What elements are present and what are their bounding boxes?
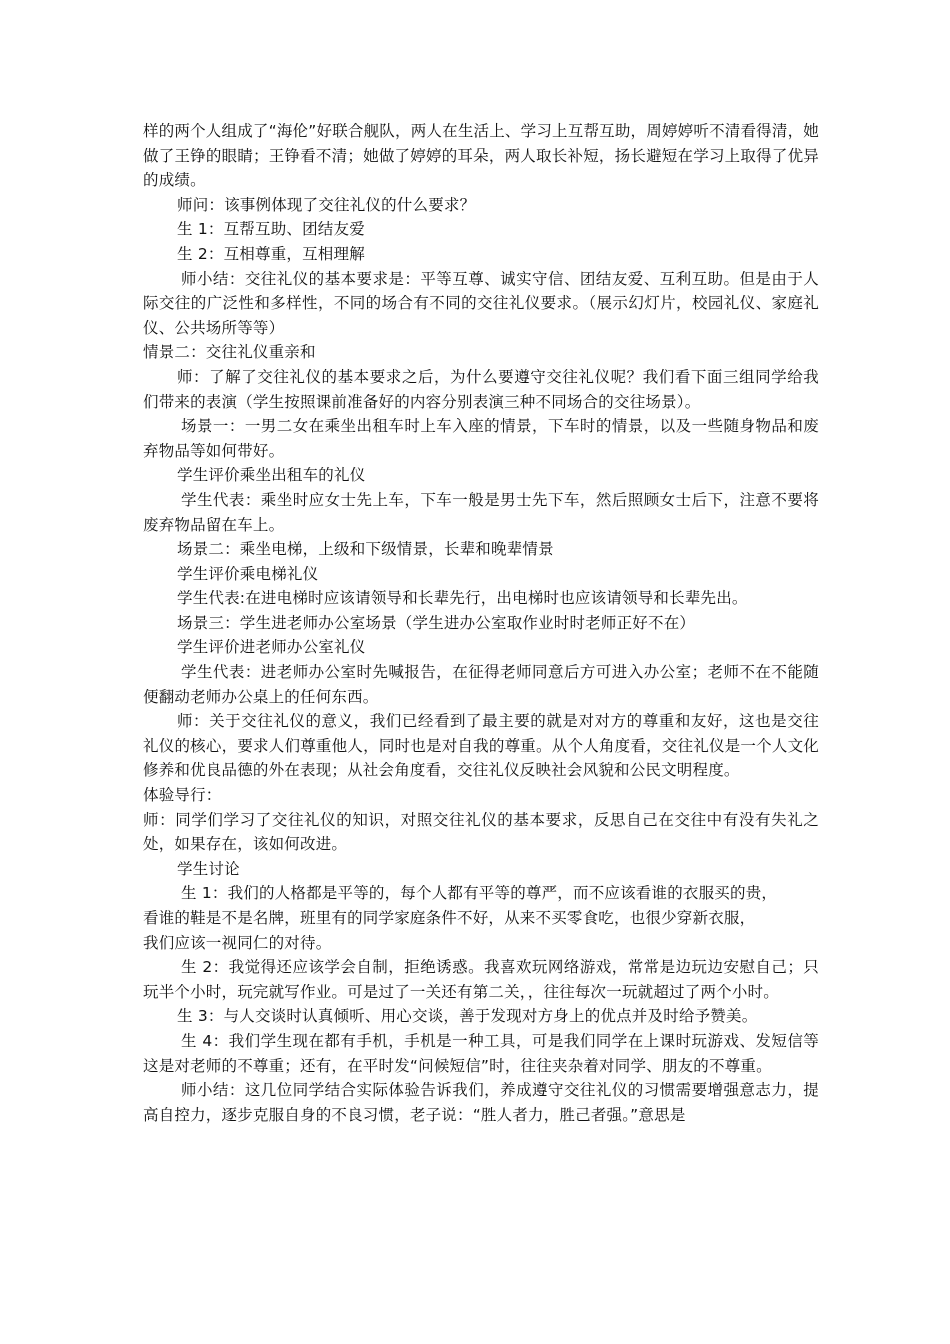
paragraph-taxi-representative: 学生代表：乘坐时应女士先上车，下车一般是男士先下车，然后照顾女士后下，注意不要将废弃物品留在车上。	[143, 490, 819, 534]
paragraph-teacher-summary-2: 师小结：这几位同学结合实际体验告诉我们，养成遵守交往礼仪的习惯需要增强意志力，提高自控力，逐步克服自身的不良习惯，老子说：“胜人者力，胜己者强。”意思是	[143, 1081, 819, 1124]
paragraph-haiLun-story: 样的两个人组成了“海伦”好联合舰队，两人在生活上、学习上互帮互助，周婷婷听不清看得清，她做了王铮的眼睛；王铮看不清；她做了婷婷的耳朵，两人取长补短，扬长避短在学习上取得了优异的成绩。	[143, 122, 819, 190]
paragraph-experience-heading: 体验导行：	[143, 786, 222, 805]
paragraph-teacher-summary-1: 师小结：交往礼仪的基本要求是：平等互尊、诚实守信、团结友爱、互利互助。但是由于人际交往的广泛性和多样性，不同的场合有不同的交往礼仪要求。（展示幻灯片，校园礼仪、家庭礼仪、公共场所等等）	[143, 269, 819, 337]
paragraph-student-2-answer: 生 2：互相尊重，互相理解	[177, 244, 365, 263]
paragraph-office-evaluation: 学生评价进老师办公室礼仪	[177, 638, 366, 657]
paragraph-elevator-representative: 学生代表:在进电梯时应该请领导和长辈先行，出电梯时也应该请领导和长辈先出。	[177, 589, 748, 608]
paragraph-teacher-reflection: 师：同学们学习了交往礼仪的知识，对照交往礼仪的基本要求，反思自己在交往中有没有失礼之处，如果存在，该如何改进。	[143, 810, 819, 854]
paragraph-student-2-self-control: 生 2：我觉得还应该学会自制，拒绝诱惑。我喜欢玩网络游戏，常常是边玩边安慰自己；只玩半个小时，玩完就写作业。可是过了一关还有第二关，，往往每次一玩就超过了两个小时。	[143, 958, 819, 1001]
paragraph-scene-three: 场景三：学生进老师办公室场景（学生进办公室取作业时时老师正好不在）	[177, 613, 696, 632]
paragraph-scenario-two-heading: 情景二：交往礼仪重亲和	[143, 343, 316, 362]
paragraph-teacher-question: 师问：该事例体现了交往礼仪的什么要求？	[177, 195, 476, 214]
paragraph-student-1-line-3: 我们应该一视同仁的对待。	[143, 933, 332, 952]
paragraph-student-4-phones: 生 4：我们学生现在都有手机，手机是一种工具，可是我们同学在上课时玩游戏、发短信等这是对老师的不尊重；还有，在平时发“问候短信”时，往往夹杂着对同学、朋友的不尊重。	[143, 1031, 819, 1075]
paragraph-student-1-line-2: 看谁的鞋是不是名牌，班里有的同学家庭条件不好，从来不买零食吃，也很少穿新衣服，	[143, 909, 756, 927]
paragraph-student-3-listening: 生 3：与人交谈时认真倾听、用心交谈，善于发现对方身上的优点并及时给予赞美。	[177, 1007, 758, 1026]
paragraph-student-1-answer: 生 1：互帮互助、团结友爱	[177, 220, 365, 239]
paragraph-student-discussion: 学生讨论	[177, 859, 240, 878]
paragraph-student-1-line-1: 生 1：我们的人格都是平等的，每个人都有平等的尊严，而不应该看谁的衣服买的贵，	[181, 884, 778, 903]
paragraph-taxi-evaluation: 学生评价乘坐出租车的礼仪	[177, 466, 366, 485]
paragraph-teacher-significance: 师：关于交往礼仪的意义，我们已经看到了最主要的就是对对方的尊重和友好，这也是交往礼仪的核心，要求人们尊重他人，同时也是对自我的尊重。从个人角度看，交往礼仪是一个人文化修养和优良品德的外在表现；从社会角度看，交往礼仪反映社会风貌和公民文明程度。	[143, 712, 819, 780]
paragraph-scene-one: 场景一：一男二女在乘坐出租车时上车入座的情景，下车时的情景，以及一些随身物品和废弃物品等如何带好。	[143, 417, 819, 460]
paragraph-office-representative: 学生代表：进老师办公室时先喊报告，在征得老师同意后方可进入办公室；老师不在不能随便翻动老师办公桌上的任何东西。	[143, 663, 819, 706]
document-body	[143, 119, 819, 1127]
paragraph-scene-two: 场景二：乘坐电梯，上级和下级情景，长辈和晚辈情景	[177, 540, 554, 559]
paragraph-elevator-evaluation: 学生评价乘电梯礼仪	[177, 564, 319, 583]
paragraph-teacher-intro: 师：了解了交往礼仪的基本要求之后，为什么要遵守交往礼仪呢？我们看下面三组同学给我们带来的表演（学生按照课前准备好的内容分别表演三种不同场合的交往场景）。	[143, 367, 819, 411]
